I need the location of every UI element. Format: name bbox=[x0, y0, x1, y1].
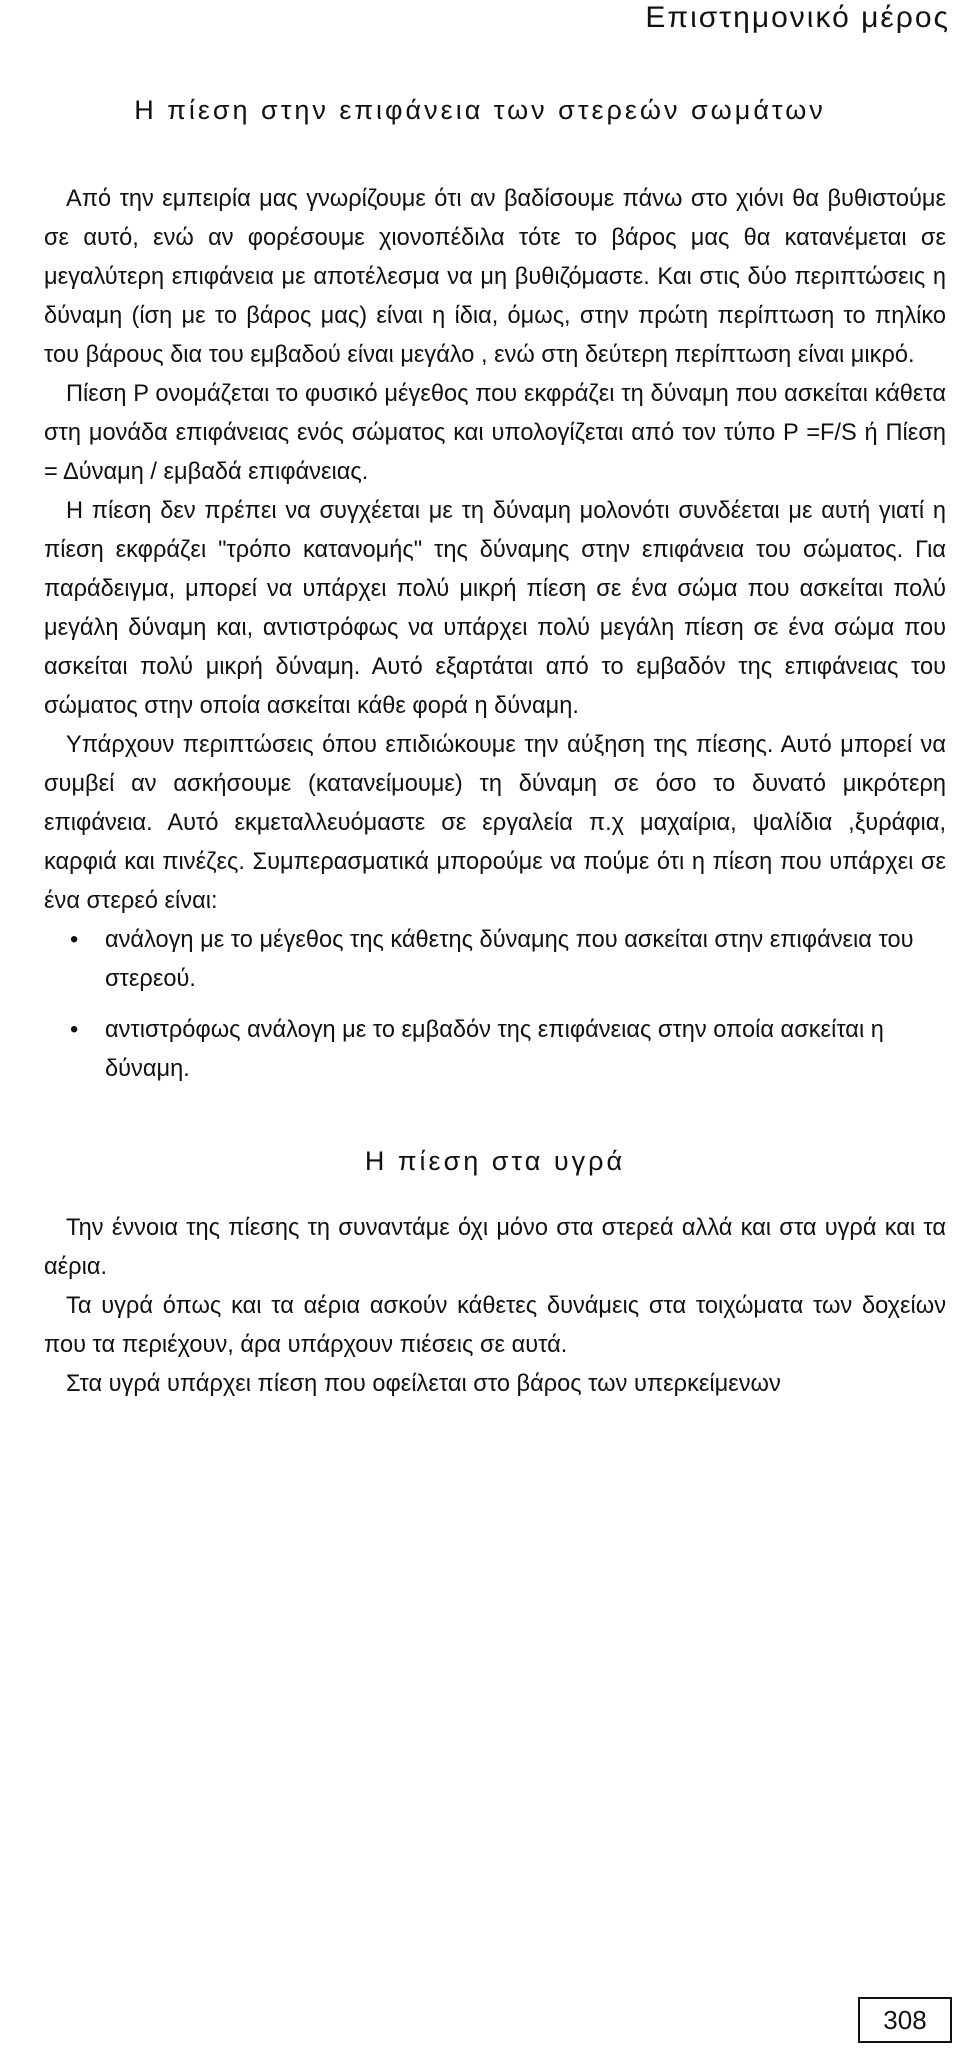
section-title-liquids: Η πίεση στα υγρά bbox=[364, 1146, 626, 1176]
paragraph: Υπάρχουν περιπτώσεις όπου επιδιώκουμε την αύξηση της πίεσης. Αυτό μπορεί να συμβεί αν ασκήσουμε (κατανείμουμε) τη δύναμη σε όσο το δυνατό μικρότερη επιφάνεια. Αυτό εκμεταλλευόμαστε σε εργαλεία π.χ μαχαίρια, ψαλίδια ,ξυράφια, καρφιά και πινέζες. Συμπερασματικά μπορούμε να πούμε ότι η πίεση που υπάρχει σε ένα στερεό είναι: bbox=[44, 732, 946, 914]
paragraph: Η πίεση δεν πρέπει να συγχέεται με τη δύναμη μολονότι συνδέεται με αυτή γιατί η πίεση εκφράζει "τρόπο κατανομής" της δύναμης στην επιφάνεια του σώματος. Για παράδειγμα, μπορεί να υπάρχει πολύ μικρή πίεση σε ένα σώμα που ασκείται πολύ μεγάλη δύναμη και, αντιστρόφως να υπάρχει πολύ μεγάλη πίεση σε ένα σώμα που ασκείται πολύ μικρή δύναμη. Αυτό εξαρτάται από το εμβαδόν της επιφάνειας του σώματος στην οποία ασκείται κάθε φορά η δύναμη. bbox=[44, 498, 946, 719]
list-item bbox=[44, 921, 946, 999]
list-item-text: ανάλογη με το μέγεθος της κάθετης δύναμης που ασκείται στην επιφάνεια του στερεού. bbox=[105, 927, 914, 992]
paragraph: Από την εμπειρία μας γνωρίζουμε ότι αν βαδίσουμε πάνω στο χιόνι θα βυθιστούμε σε αυτό, ενώ αν φορέσουμε χιονοπέδιλα τότε το βάρος μας θα κατανέμεται σε μεγαλύτερη επιφάνεια με αποτέλεσμα να μη βυθιζόμαστε. Και στις δύο περιπτώσεις η δύναμη (ίση με το βάρος μας) είναι η ίδια, όμως, στην πρώτη περίπτωση το πηλίκο του βάρους δια του εμβαδού είναι μεγάλο , ενώ στη δεύτερη περίπτωση είναι μικρό. bbox=[44, 186, 946, 368]
paragraph: Τα υγρά όπως και τα αέρια ασκούν κάθετες δυνάμεις στα τοιχώματα των δοχείων που τα περιέχουν, άρα υπάρχουν πιέσεις σε αυτά. bbox=[44, 1293, 946, 1358]
section-title-solids: Η πίεση στην επιφάνεια των στερεών σωμάτων bbox=[134, 95, 826, 125]
bullet-icon: • bbox=[70, 927, 79, 953]
paragraph: Στα υγρά υπάρχει πίεση που οφείλεται στο βάρος των υπερκείμενων bbox=[66, 1371, 781, 1397]
header-title: Επιστημονικό μέρος bbox=[645, 1, 950, 34]
bullet-icon: • bbox=[70, 1017, 79, 1043]
list-item-text: αντιστρόφως ανάλογη με το εμβαδόν της επιφάνειας στην οποία ασκείται η δύναμη. bbox=[105, 1017, 884, 1082]
list-item bbox=[44, 1011, 946, 1089]
page-number: 308 bbox=[858, 1997, 952, 2043]
conclusion-list bbox=[44, 921, 946, 1089]
paragraph: Πίεση P ονομάζεται το φυσικό μέγεθος που εκφράζει τη δύναμη που ασκείται κάθετα στη μονάδα επιφάνειας ενός σώματος και υπολογίζεται από τον τύπο P =F/S ή Πίεση = Δύναμη / εμβαδά επιφάνειας. bbox=[44, 381, 946, 485]
main-content bbox=[44, 180, 946, 1404]
paragraph: Την έννοια της πίεσης τη συναντάμε όχι μόνο στα στερεά αλλά και στα υγρά και τα αέρια. bbox=[44, 1215, 946, 1280]
